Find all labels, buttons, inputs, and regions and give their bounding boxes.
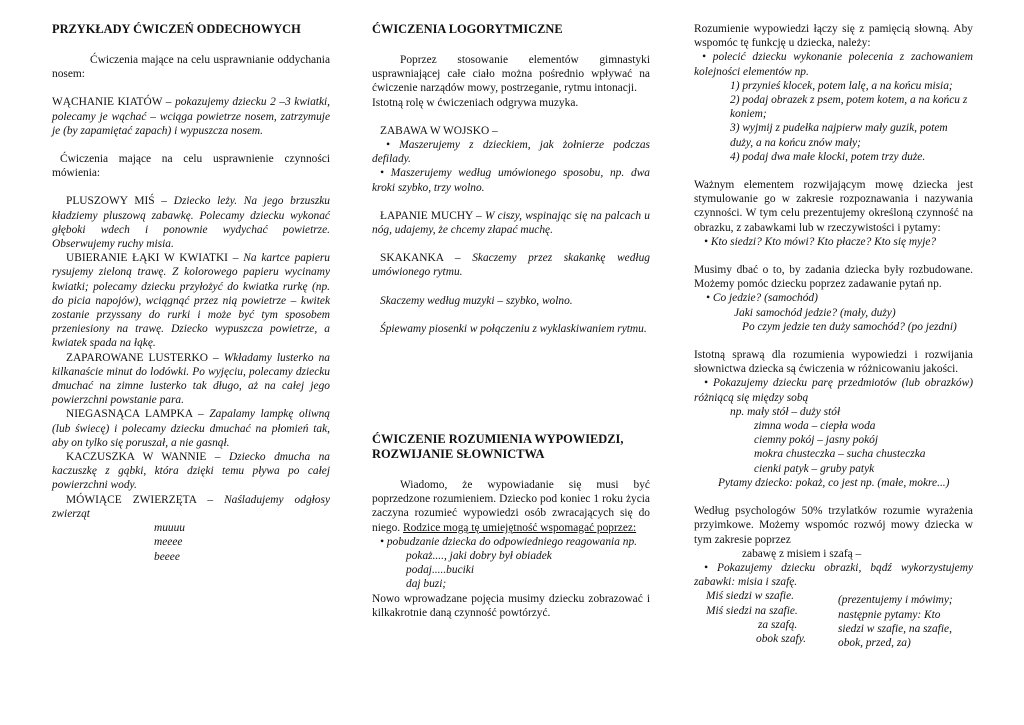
exercise-item: NIEGASNĄCA LAMPKA – Zapalamy lampkę oliwną (lub świecę) i polecamy dziecku dmuchać na płomień tak, aby on tylko się poruszał, a nie gasnął. [52,408,330,449]
intro-speaking: Ćwiczenia mające na celu usprawnienie czynności mówienia: [52,153,330,180]
pair-line: mokra chusteczka – sucha chusteczka [754,448,926,461]
quality-bullet: • Pokazujemy dziecku parę przedmiotów (lub obrazków) różniącą się między sobą [694,377,973,404]
preposition-para: Według psychologów 50% trzylatków rozumie wyrażenia przyimkowe. Możemy wspomóc rozwój mowy dziecka w tym zakresie poprzez [694,505,973,546]
example-line: daj buzi; [406,578,447,591]
preposition-examples [694,589,973,647]
prep-line: (prezentujemy i mówimy; [838,594,953,607]
exercise-item: UBIERANIE ŁĄKI W KWIATKI – Na kartce papieru rysujemy zieloną trawę. Z kolorowego papieru wycinamy kwiatki; polecamy dziecku przyłożyć do kwiatka rurkę (np. do picia napojów), wciągnąć przez nią powietrze – kwitek zostanie przyssany do rurki i może być tym sposobem przeniesiony na trawę. Dziecko wypuszcza powietrze, a kwiatek spada na łąkę. [52,252,331,350]
action-para: Ważnym elementem rozwijającym mowę dziecka jest stymulowanie go w zakresie rozpoznawania i nazywania czynności. W tym celu prezentujemy określoną czynność na obrazku, z zabawkami lub w rzeczywistości i pytamy: [694,179,973,234]
logo-intro: Poprzez stosowanie elementów gimnastyki usprawniającej całe ciało można pośrednio wpływać na ćwiczenie narządów mowy, postrzeganie, rytmu intonacji. [372,54,650,95]
column-logorhythmic [372,22,650,620]
exercise-item: KACZUSZKA W WANNIE – Dziecko dmucha na kaczuszkę z gąbki, która dzięki temu pływa po całej powierzchni wody. [52,451,330,492]
action-bullet: • Kto siedzi? Kto mówi? Kto płacze? Kto się myje? [704,235,937,248]
exercise-item: ZAPAROWANE LUSTERKO – Wkładamy lusterko na kilkanaście minut do lodówki. Po wyjęciu, polecamy dziecku dmuchać na zimne lusterko tak długo, aż na całej jego powierzchni powstanie para. [52,351,330,407]
order-line: 2) podaj obrazek z psem, potem kotem, a na końcu z koniem; [730,94,968,121]
section-title-understanding: ĆWICZENIE ROZUMIENIA WYPOWIEDZI, ROZWIJANIE SŁOWNICTWA [372,432,624,462]
animal-sound: meeee [154,536,183,549]
example-line: pokaż...., jaki dobry był obiadek [406,550,552,563]
understanding-para-2: Nowo wprowadzane pojęcia musimy dziecku zobrazować i kilkakrotnie daną czynność powtórzyć. [372,592,650,619]
prep-right [838,593,974,650]
animal-sound: muuuu [154,522,186,535]
prep-line: Miś siedzi w szafie. [706,590,794,603]
zabawa-bullet: • Maszerujemy z dzieckiem, jak żołnierze podczas defilady. [372,139,650,166]
question-para: Musimy dbać o to, by zadania dziecka były rozbudowane. Możemy pomóc dziecku poprzez zadawanie pytań np. [694,264,973,291]
zabawa-bullet: • Maszerujemy według umówionego sposobu, np. dwa kroki szybko, trzy wolno. [372,167,650,194]
column-comprehension [694,22,973,647]
pair-line: zimna woda – ciepła woda [754,420,876,433]
prep-line: za szafą. [758,618,798,631]
exercise-item: PLUSZOWY MIŚ – Dziecko leży. Na jego brzuszku kładziemy pluszową zabawkę. Polecamy dziecku wykonać głęboki wdech i ponownie wydychać powietrze. Obserwujemy ruchy misia. [52,195,330,251]
intro-nose: Ćwiczenia mające na celu usprawnianie oddychania nosem: [52,54,330,81]
question-line: • Co jedzie? (samochód) [706,292,818,305]
quality-para: Istotną sprawą dla rozumienia wypowiedzi i rozwijania słownictwa dziecka są ćwiczenia w różnicowaniu jakości. [694,349,973,376]
prep-left [706,589,832,646]
question-line: Po czym jedzie ten duży samochód? (po jezdni) [742,320,957,333]
animal-sound: beeee [154,550,180,563]
skaczemy: Skaczemy według muzyki – szybko, wolno. [380,294,573,307]
pair-line: ciemny pokój – jasny pokój [754,434,878,447]
zabawa-label: ZABAWA W WOJSKO – [380,124,498,137]
order-line: 3) wyjmij z pudełka najpierw mały guzik, potem duży, a na końcu znów mały; [730,122,948,149]
memory-para: Rozumienie wypowiedzi łączy się z pamięcią słowną. Aby wspomóc tę funkcję u dziecka, należy: [694,23,973,50]
order-line: 1) przynieś klocek, potem lalę, a na końcu misia; [730,79,953,92]
pair-line: np. mały stół – duży stół [730,405,841,418]
prep-line: siedzi w szafie, na szafie, [838,622,952,635]
spiewamy: Śpiewamy piosenki w połączeniu z wyklaskiwaniem rytmu. [380,322,647,335]
prep-line: obok, przed, za) [838,636,911,649]
prep-line: następnie pytamy: Kto [838,608,941,621]
section-title-logorhythmic: ĆWICZENIA LOGORYTMICZNE [372,22,563,36]
exercise-item: MÓWIĄCE ZWIERZĘTA – Naśladujemy odgłosy zwierząt [52,493,330,520]
preposition-bullet: • Pokazujemy dziecku obrazki, bądź wykorzystujemy zabawki: misia i szafę. [694,561,973,589]
memory-bullet: • polecić dziecku wykonanie polecenia z zachowaniem kolejności elementów np. [694,51,973,78]
prep-line: Miś siedzi na szafie. [706,604,798,617]
understanding-bullet: • pobudzanie dziecka do odpowiedniego reagowania np. [380,535,637,548]
exercise-smelling: WĄCHANIE KIATÓW – pokazujemy dziecku 2 –3 kwiatki, polecamy je wąchać – wciąga powietrze nosem, zatrzymuje je (by zapamiętać zapach) i wypuszcza nosem. [52,96,331,137]
question-line: Jaki samochód jedzie? (mały, duży) [734,306,896,319]
lapanie-muchy: ŁAPANIE MUCHY – W ciszy, wspinając się na palcach u nóg, udajemy, że chcemy złapać muchę. [372,209,650,237]
logo-intro-music: Istotną rolę w ćwiczeniach odgrywa muzyka. [372,96,579,109]
column-breathing [52,22,330,564]
understanding-para: Wiadomo, że wypowiadanie się musi być poprzedzone rozumieniem. Dziecko pod koniec 1 roku życia zaczyna rozumieć wypowiedzi osób zwracających się do niego. Rodzice mogą tę umiejętność wspomagać poprzez: [372,479,650,534]
skakanka: SKAKANKA – Skaczemy przez skakankę według umówionego rytmu. [372,252,650,279]
prep-line: obok szafy. [756,632,806,645]
pytamy-line: Pytamy dziecko: pokaż, co jest np. (małe, mokre...) [718,476,950,489]
example-line: podaj.....buciki [406,564,475,577]
pair-line: cienki patyk – gruby patyk [754,462,875,475]
order-line: 4) podaj dwa małe klocki, potem trzy duże. [730,150,926,163]
section-title-breathing: PRZYKŁADY ĆWICZEŃ ODDECHOWYCH [52,22,301,36]
preposition-play: zabawę z misiem i szafą – [742,547,862,560]
